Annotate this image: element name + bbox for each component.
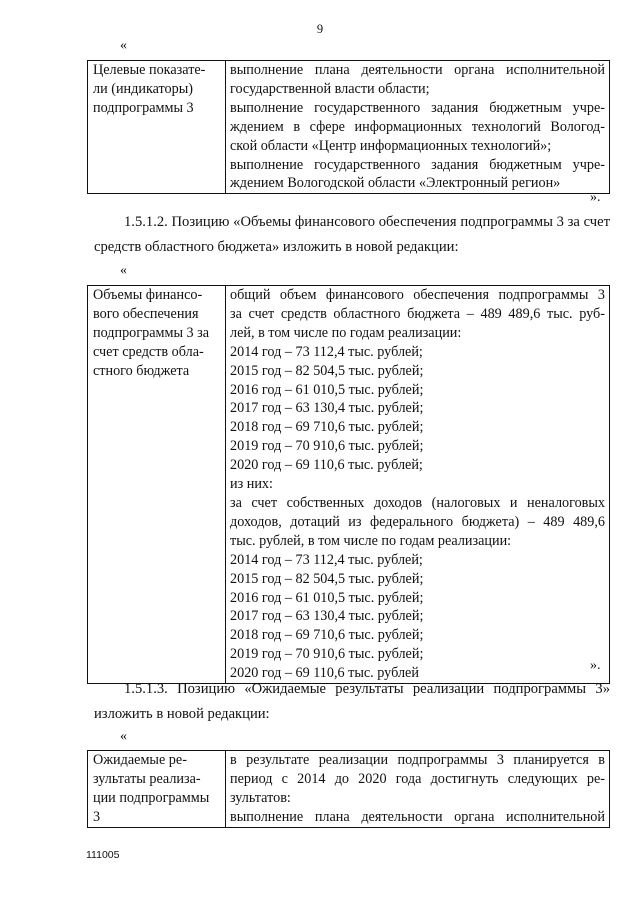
page-number: 9 [316, 22, 324, 36]
clause-1-5-1-3: 1.5.1.3. Позицию «Ожидаемые результаты реализации подпрограммы 3» изложить в новой редакции: [94, 681, 610, 722]
document-code: 111005 [86, 849, 120, 861]
table-label-cell: Целевые показате- ли (индикаторы) подпрограммы 3 [88, 61, 226, 194]
closing-quote: ». [590, 190, 601, 205]
table-text-cell: выполнение плана деятельности органа исполнительной государственной власти области; выполнение государственного задания бюджетным учре- ждением в сфере информационных технологий Вологод- ской области «Центр информационных технологий»; выполнение государственного задания бюджетным учре- ждением Вологодской области «Электронный регион» [226, 61, 610, 194]
financing-volume-table [87, 285, 610, 684]
expected-results-table [87, 750, 610, 828]
closing-quote: ». [590, 658, 601, 673]
clause-1-5-1-2: 1.5.1.2. Позицию «Объемы финансового обеспечения подпрограммы 3 за счет средств областного бюджета» изложить в новой редакции: [94, 214, 610, 255]
table-label-cell: Объемы финансо- вого обеспечения подпрограммы 3 за счет средств обла- стного бюджета [88, 286, 226, 684]
opening-quote: « [120, 38, 127, 53]
opening-quote: « [120, 263, 127, 278]
opening-quote: « [120, 729, 127, 744]
table-label-cell: Ожидаемые ре- зультаты реализа- ции подпрограммы 3 [88, 751, 226, 828]
table-text-cell: в результате реализации подпрограммы 3 планируется в период с 2014 до 2020 года достигнуть следующих ре- зультатов: выполнение плана деятельности органа исполнительной [226, 751, 610, 828]
target-indicators-table [87, 60, 610, 194]
table-text-cell: общий объем финансового обеспечения подпрограммы 3 за счет средств областного бюджета – 489 489,6 тыс. руб- лей, в том числе по годам реализации: 2014 год – 73 112,4 тыс. рублей; 2015 год – 82 504,5 тыс. рублей; 2016 год – 61 010,5 тыс. рублей; 2017 год – 63 130,4 тыс. рублей; 2018 год – 69 710,6 тыс. рублей; 2019 год – 70 910,6 тыс. рублей; 2020 год – 69 110,6 тыс. рублей; из них: за счет собственных доходов (налоговых и неналоговых доходов, дотаций из федерального бюджета) – 489 489,6 тыс. рублей, в том числе по годам реализации: 2014 год – 73 112,4 тыс. рублей; 2015 год – 82 504,5 тыс. рублей; 2016 год – 61 010,5 тыс. рублей; 2017 год – 63 130,4 тыс. рублей; 2018 год – 69 710,6 тыс. рублей; 2019 год – 70 910,6 тыс. рублей; 2020 год – 69 110,6 тыс. рублей [226, 286, 610, 684]
